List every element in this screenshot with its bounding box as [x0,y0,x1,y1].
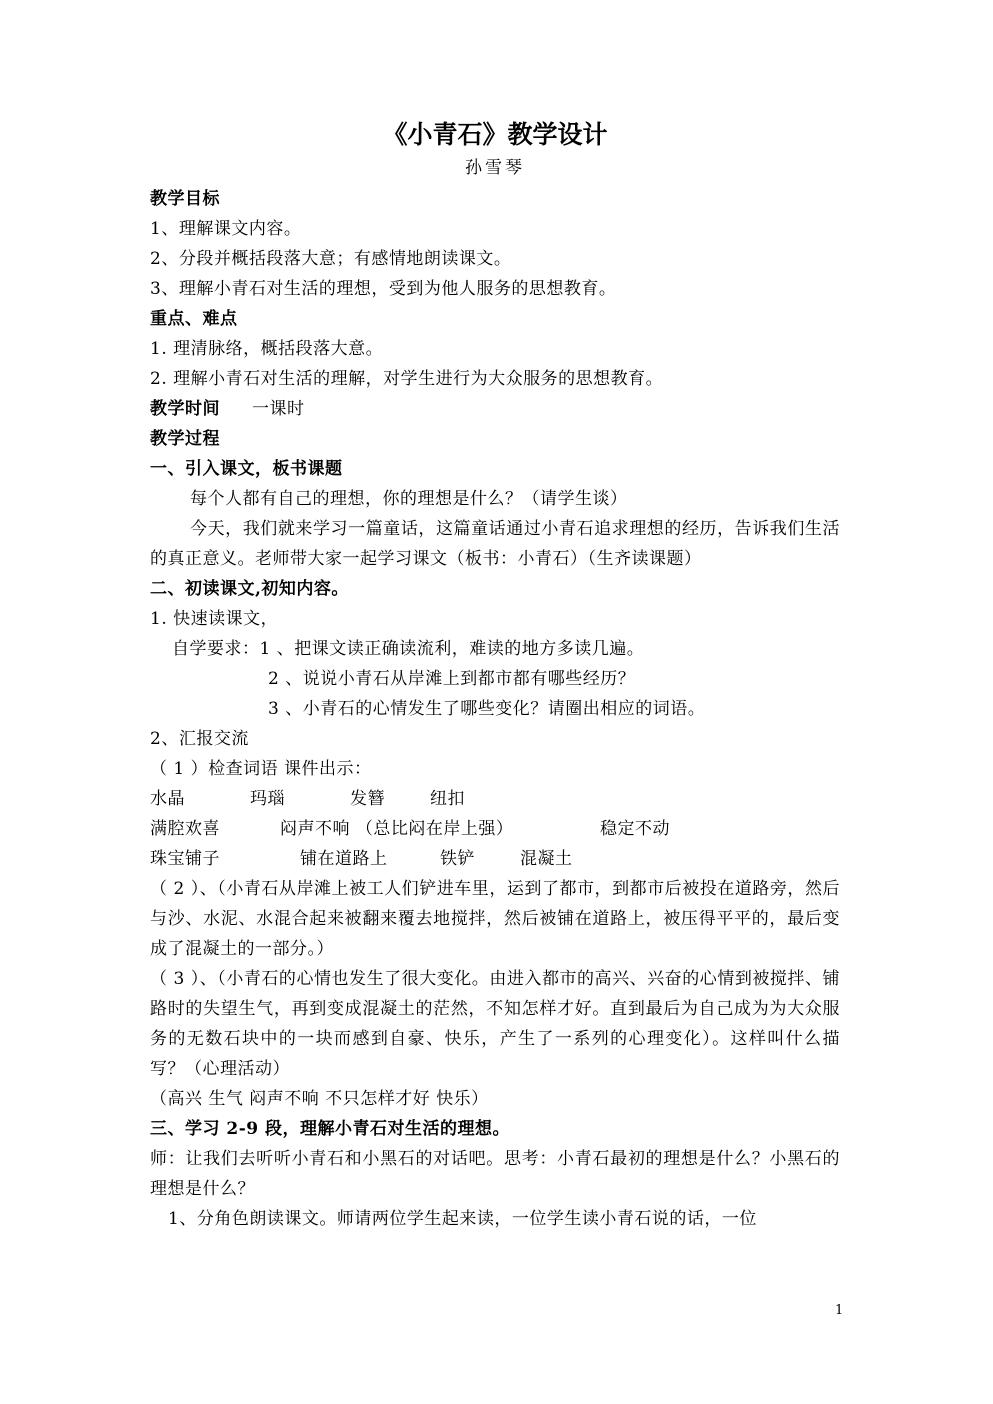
goals-heading: 教学目标 [150,189,220,209]
section2-step: 2、汇报交流 [150,729,249,749]
section1-heading: 一、引入课文，板书课题 [150,459,343,479]
page-number: 1 [835,1303,844,1318]
section2-step: 1. 快速读课文， [150,609,279,629]
vocab-word: 珠宝铺子 [150,849,220,869]
vocab-word: 水晶 [150,789,185,809]
section3-heading: 三、学习 2-9 段，理解小青石对生活的理想。 [150,1119,511,1139]
process-heading: 教学过程 [150,429,220,449]
word-check-line: （ 1 ）检查词语 课件出示： [150,759,372,779]
keypoint-item: 1. 理清脉络，概括段落大意。 [150,339,384,359]
document-body [150,184,840,1234]
teaching-time [150,394,840,424]
vocab-word: 铺在道路上 [300,849,388,869]
vocab-word: 稳定不动 [600,819,670,839]
vocab-word: 满腔欢喜 [150,819,220,839]
word-row [150,844,840,874]
teaching-time-value: 一课时 [252,399,305,419]
report-paragraph: （ 3 ）、（小青石的心情也发生了很大变化。由进入都市的高兴、兴奋的心情到被搅拌、铺路时的失望生气，再到变成混凝土的茫然，不知怎样才好。直到最后为自己成为为大众服务的无数石块中的一块而感到自豪、快乐，产生了一系列的心理变化）。这样叫什么描写？（心理活动） [150,969,840,1079]
requirement-item: 1 、把课文读正确读流利，难读的地方多读几遍。 [259,639,645,659]
teaching-time-label: 教学时间 [150,399,220,419]
author-name: 孙雪琴 [465,158,525,178]
requirement-item: 3 、小青石的心情发生了哪些变化？请圈出相应的词语。 [268,699,706,719]
report-paragraph: （ 2 ）、（小青石从岸滩上被工人们铲进车里，运到了都市，到都市后被投在道路旁，然后与沙、水泥、水混合起来被翻来覆去地搅拌，然后被铺在道路上，被压得平平的，最后变成了混凝土的一部分。） [150,879,840,959]
mood-words: （高兴 生气 闷声不响 不只怎样才好 快乐） [150,1089,489,1109]
goal-item: 3、理解小青石对生活的理想，受到为他人服务的思想教育。 [150,279,617,299]
vocab-word: 发簪 [350,789,385,809]
word-row [150,784,840,814]
section1-paragraph: 每个人都有自己的理想，你的理想是什么？（请学生谈） [190,489,628,509]
vocab-word: 混凝土 [520,849,573,869]
keypoint-item: 2. 理解小青石对生活的理解，对学生进行为大众服务的思想教育。 [150,369,664,389]
section3-paragraph: 师：让我们去听听小青石和小黑石的对话吧。思考：小青石最初的理想是什么？小黑石的理想是什么？ [150,1149,840,1199]
requirement-label: 自学要求： [172,639,260,659]
goal-item: 1、理解课文内容。 [150,219,302,239]
section3-paragraph: 1、分角色朗读课文。师请两位学生起来读，一位学生读小青石说的话，一位 [168,1209,757,1229]
word-row [150,814,840,844]
section1-paragraph: 今天，我们就来学习一篇童话，这篇童话通过小青石追求理想的经历，告诉我们生活的真正意义。老师带大家一起学习课文（板书：小青石）（生齐读课题） [150,519,840,569]
vocab-word: 铁铲 [440,849,475,869]
section2-heading: 二、初读课文,初知内容。 [150,579,349,599]
goal-item: 2、分段并概括段落大意；有感情地朗读课文。 [150,249,512,269]
vocab-word: 纽扣 [430,789,465,809]
self-study-requirement [150,634,840,664]
document-title: 《小青石》教学设计 [382,120,608,149]
keypoints-heading: 重点、难点 [150,309,238,329]
vocab-word: 闷声不响 （总比闷在岸上强） [280,819,514,839]
requirement-item: 2 、说说小青石从岸滩上到都市都有哪些经历？ [268,669,636,689]
vocab-word: 玛瑙 [250,789,285,809]
